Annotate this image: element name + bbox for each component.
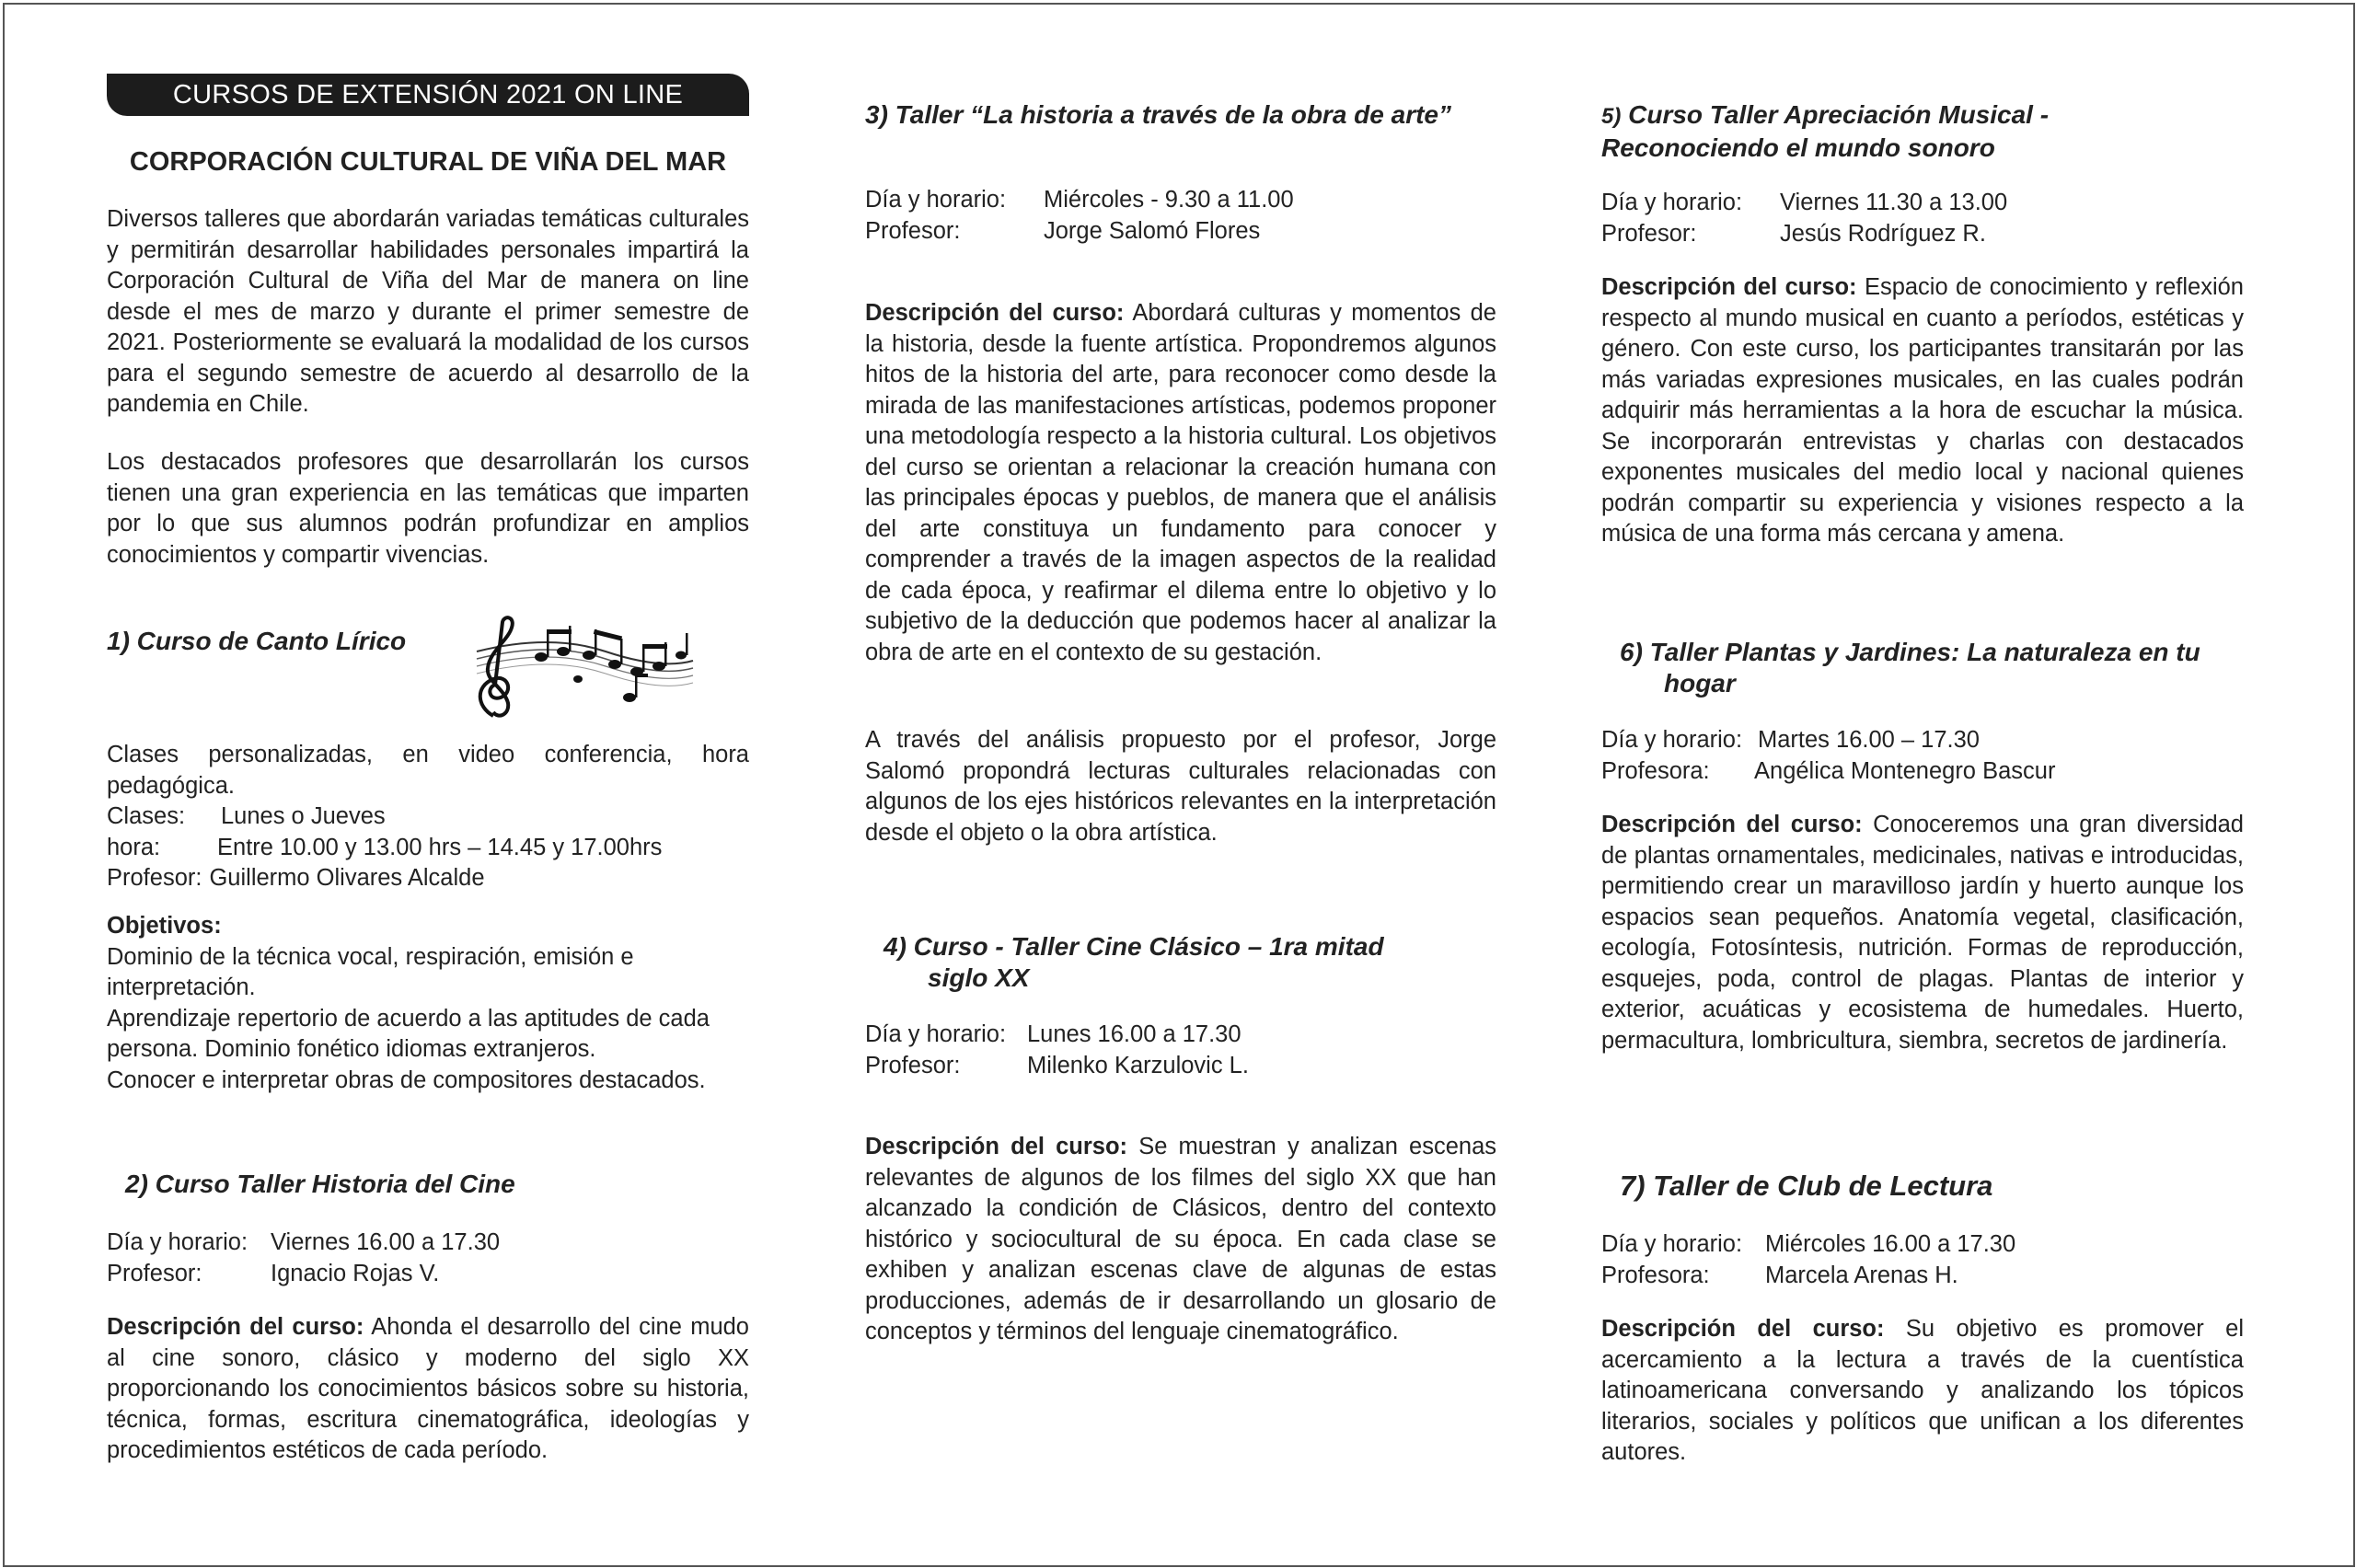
course-7-prof-row	[1601, 1261, 2244, 1292]
course-4-title-line2: siglo XX	[928, 963, 1030, 992]
hora-value: Entre 10.00 y 13.00 hrs – 14.45 y 17.00hrs	[217, 834, 663, 860]
course-5-number: 5)	[1601, 104, 1622, 129]
course-4-info	[865, 1020, 1496, 1081]
objetivos-label: Objetivos:	[107, 913, 222, 939]
course-2-prof-row	[107, 1259, 749, 1290]
course-1-details	[107, 740, 749, 894]
course-5-prof-row	[1601, 219, 2244, 250]
course-3-dia-row	[865, 185, 1496, 216]
course-3-info	[865, 185, 1496, 247]
course-3-title: 3) Taller “La historia a través de la obra de arte”	[865, 100, 1451, 129]
clases-value: Lunes o Jueves	[221, 803, 386, 829]
prof-label: Profesor:	[107, 1260, 202, 1286]
desc-label: Descripción del curso:	[107, 1314, 364, 1340]
prof-label: Profesor:	[1601, 220, 1697, 247]
prof-value: Milenko Karzulovic L.	[1027, 1052, 1249, 1078]
course-5-title	[1601, 99, 2049, 164]
dia-label: Día y horario:	[1601, 1231, 1743, 1257]
course-2-info	[107, 1228, 749, 1289]
dia-value: Viernes 16.00 a 17.30	[271, 1229, 501, 1255]
desc-label: Descripción del curso:	[865, 300, 1125, 326]
course-6-info	[1601, 725, 2244, 787]
course-4-title-line1: 4) Curso - Taller Cine Clásico – 1ra mitad	[884, 932, 1384, 961]
course-1-objetivos	[107, 911, 749, 1096]
desc-label: Descripción del curso:	[1601, 274, 1857, 300]
course-6-title-line1: 6) Taller Plantas y Jardines: La naturaleza en tu	[1620, 638, 2200, 666]
course-6-dia-row	[1601, 725, 2244, 756]
clases-label: Clases:	[107, 803, 186, 829]
course-1-clases-row	[107, 801, 749, 833]
hora-label: hora:	[107, 834, 161, 860]
desc-label: Descripción del curso:	[1601, 812, 1863, 837]
desc-text: Abordará culturas y momentos de la historia, desde la fuente artística. Propondremos algunos hitos de la historia del arte, para reconocer como desde la mirada de las manifestaciones artísticas, podemos proponer una metodología respecto a la historia cultural. Los objetivos del curso se orientan a relacionar la creación humana con las principales épocas y pueblos, de manera que el análisis del arte constituya un fundamento para conocer y comprender a través de la imagen aspectos de la realidad de cada época, y reafirmar el dilema entre lo objetivo y lo subjetivo de la deducción que podemos hacer al analizar la obra de arte en el contexto de su gestación.	[865, 300, 1496, 665]
course-7-info	[1601, 1229, 2244, 1291]
dia-value: Lunes 16.00 a 17.30	[1027, 1021, 1242, 1047]
desc-text: Se muestran y analizan escenas relevantes de algunos de los filmes del siglo XX que han alcanzado la condición de Clásicos, dentro del contexto histórico y sociocultural de su época. En cada clase se exhiben y analizan escenas clave de algunas de estas producciones, además de ir desarrollando un glosario de conceptos y términos del lenguaje cinematográfico.	[865, 1134, 1496, 1344]
profesor-value: Guillermo Olivares Alcalde	[209, 865, 485, 891]
desc-text: Su objetivo es promover el acercamiento a la lectura a través de la cuentística latinoamericana conversando y analizando los tópicos literarios, sociales y políticos que unifican a los diferentes autores.	[1601, 1316, 2244, 1465]
course-4-title	[884, 931, 1384, 994]
objetivo-1: Dominio de la técnica vocal, respiración, emisión e interpretación.	[107, 943, 634, 1000]
dia-value: Viernes 11.30 a 13.00	[1780, 190, 2008, 215]
course-6-prof-row	[1601, 756, 2244, 788]
course-5-dia-row	[1601, 188, 2244, 219]
course-2-title: 2) Curso Taller Historia del Cine	[125, 1170, 515, 1198]
course-6-description	[1601, 810, 2244, 1056]
course-5-info	[1601, 188, 2244, 249]
course-6-title-line2: hogar	[1664, 669, 1736, 698]
course-3-description	[865, 298, 1496, 668]
course-4-dia-row	[865, 1020, 1496, 1051]
dia-value: Martes 16.00 – 17.30	[1758, 727, 1980, 753]
course-3-paragraph-2: A través del análisis propuesto por el profesor, Jorge Salomó propondrá lecturas culturales relacionadas con algunos de los ejes históricos relevantes en la interpretación desde el objeto o la obra artística.	[865, 727, 1496, 846]
course-1-profesor-row	[107, 863, 749, 894]
prof-label: Profesor:	[865, 217, 961, 244]
organization-title: CORPORACIÓN CULTURAL DE VIÑA DEL MAR	[129, 147, 727, 177]
objetivo-3: Conocer e interpretar obras de compositores destacados.	[107, 1066, 706, 1093]
intro-paragraph-2: Los destacados profesores que desarrollarán los cursos tienen una gran experiencia en las temáticas que imparten por lo que sus alumnos podrán profundizar en amplios conocimientos y compartir vivencias.	[107, 449, 749, 568]
course-6-title	[1620, 637, 2200, 699]
course-2-dia-row	[107, 1228, 749, 1259]
course-1-line1: Clases personalizadas, en video conferencia, hora pedagógica.	[107, 742, 749, 799]
dia-label: Día y horario:	[1601, 190, 1743, 215]
music-notes-icon	[468, 615, 698, 725]
dia-label: Día y horario:	[1601, 727, 1743, 753]
dia-label: Día y horario:	[865, 1021, 1007, 1047]
dia-label: Día y horario:	[107, 1229, 248, 1255]
course-1-title: 1) Curso de Canto Lírico	[107, 627, 407, 655]
desc-text: Espacio de conocimiento y reflexión respecto al mundo musical en cuanto a períodos, estéticas y género. Con este curso, los participantes transitarán por las más variadas expresiones musicales, en las cuales podrán adquirir más herramientas a la hora de escuchar la música. Se incorporarán entrevistas y charlas con destacados exponentes musicales del medio local y nacional quienes podrán compartir su experiencia y visiones respecto a la música de una forma más cercana y amena.	[1601, 274, 2244, 547]
course-5-title-line2: Reconociendo el mundo sonoro	[1601, 133, 1995, 162]
prof-label: Profesora:	[1601, 757, 1710, 784]
intro-paragraph-1: Diversos talleres que abordarán variadas temáticas culturales y permitirán desarrollar habilidades personales impartirá la Corporación Cultural de Viña del Mar de manera on line desde el mes de marzo y durante el primer semestre de 2021. Posteriormente se evaluará la modalidad de los cursos para el segundo semestre de acuerdo al desarrollo de la pandemia en Chile.	[107, 206, 749, 417]
course-4-description	[865, 1132, 1496, 1348]
desc-text: Conoceremos una gran diversidad de plantas ornamentales, medicinales, nativas e introducidas, permitiendo crear un maravilloso jardín y huerto aunque los espacios sean pequeños. Anatomía vegetal, clasificación, ecología, Fotosíntesis, nutrición. Formas de reproducción, esquejes, poda, control de plagas. Plantas de interior y exterior, acuáticas y ecosistema de humedales. Huerto, permacultura, lombricultura, siembra, secretos de jardinería.	[1601, 812, 2244, 1054]
prof-value: Angélica Montenegro Bascur	[1754, 757, 2056, 784]
prof-value: Ignacio Rojas V.	[271, 1260, 440, 1286]
course-3-prof-row	[865, 216, 1496, 248]
prof-value: Jorge Salomó Flores	[1044, 217, 1261, 244]
header-banner: CURSOS DE EXTENSIÓN 2021 ON LINE	[107, 74, 749, 116]
prof-value: Jesús Rodríguez R.	[1780, 220, 1986, 247]
dia-value: Miércoles - 9.30 a 11.00	[1044, 187, 1294, 213]
course-1-hora-row	[107, 833, 749, 864]
prof-value: Marcela Arenas H.	[1765, 1262, 1958, 1288]
course-2-description	[107, 1312, 749, 1467]
prof-label: Profesora:	[1601, 1262, 1710, 1288]
course-5-description	[1601, 272, 2244, 550]
objetivo-2: Aprendizaje repertorio de acuerdo a las aptitudes de cada persona. Dominio fonético idiomas extranjeros.	[107, 1005, 710, 1062]
dia-label: Día y horario:	[865, 187, 1007, 213]
desc-label: Descripción del curso:	[1601, 1316, 1885, 1342]
dia-value: Miércoles 16.00 a 17.30	[1765, 1231, 2016, 1257]
course-7-description	[1601, 1314, 2244, 1469]
prof-label: Profesor:	[865, 1052, 961, 1078]
course-7-dia-row	[1601, 1229, 2244, 1261]
desc-label: Descripción del curso:	[865, 1134, 1128, 1159]
desc-text: Ahonda el desarrollo del cine mudo al cine sonoro, clásico y moderno del siglo XX proporcionando los conocimientos básicos sobre su historia, técnica, formas, escritura cinematográfica, ideologías y procedimientos estéticos de cada período.	[107, 1314, 749, 1463]
profesor-label: Profesor:	[107, 865, 202, 891]
course-4-prof-row	[865, 1051, 1496, 1082]
course-7-title: 7) Taller de Club de Lectura	[1620, 1170, 1993, 1202]
course-5-title-line1: Curso Taller Apreciación Musical -	[1628, 100, 2050, 129]
